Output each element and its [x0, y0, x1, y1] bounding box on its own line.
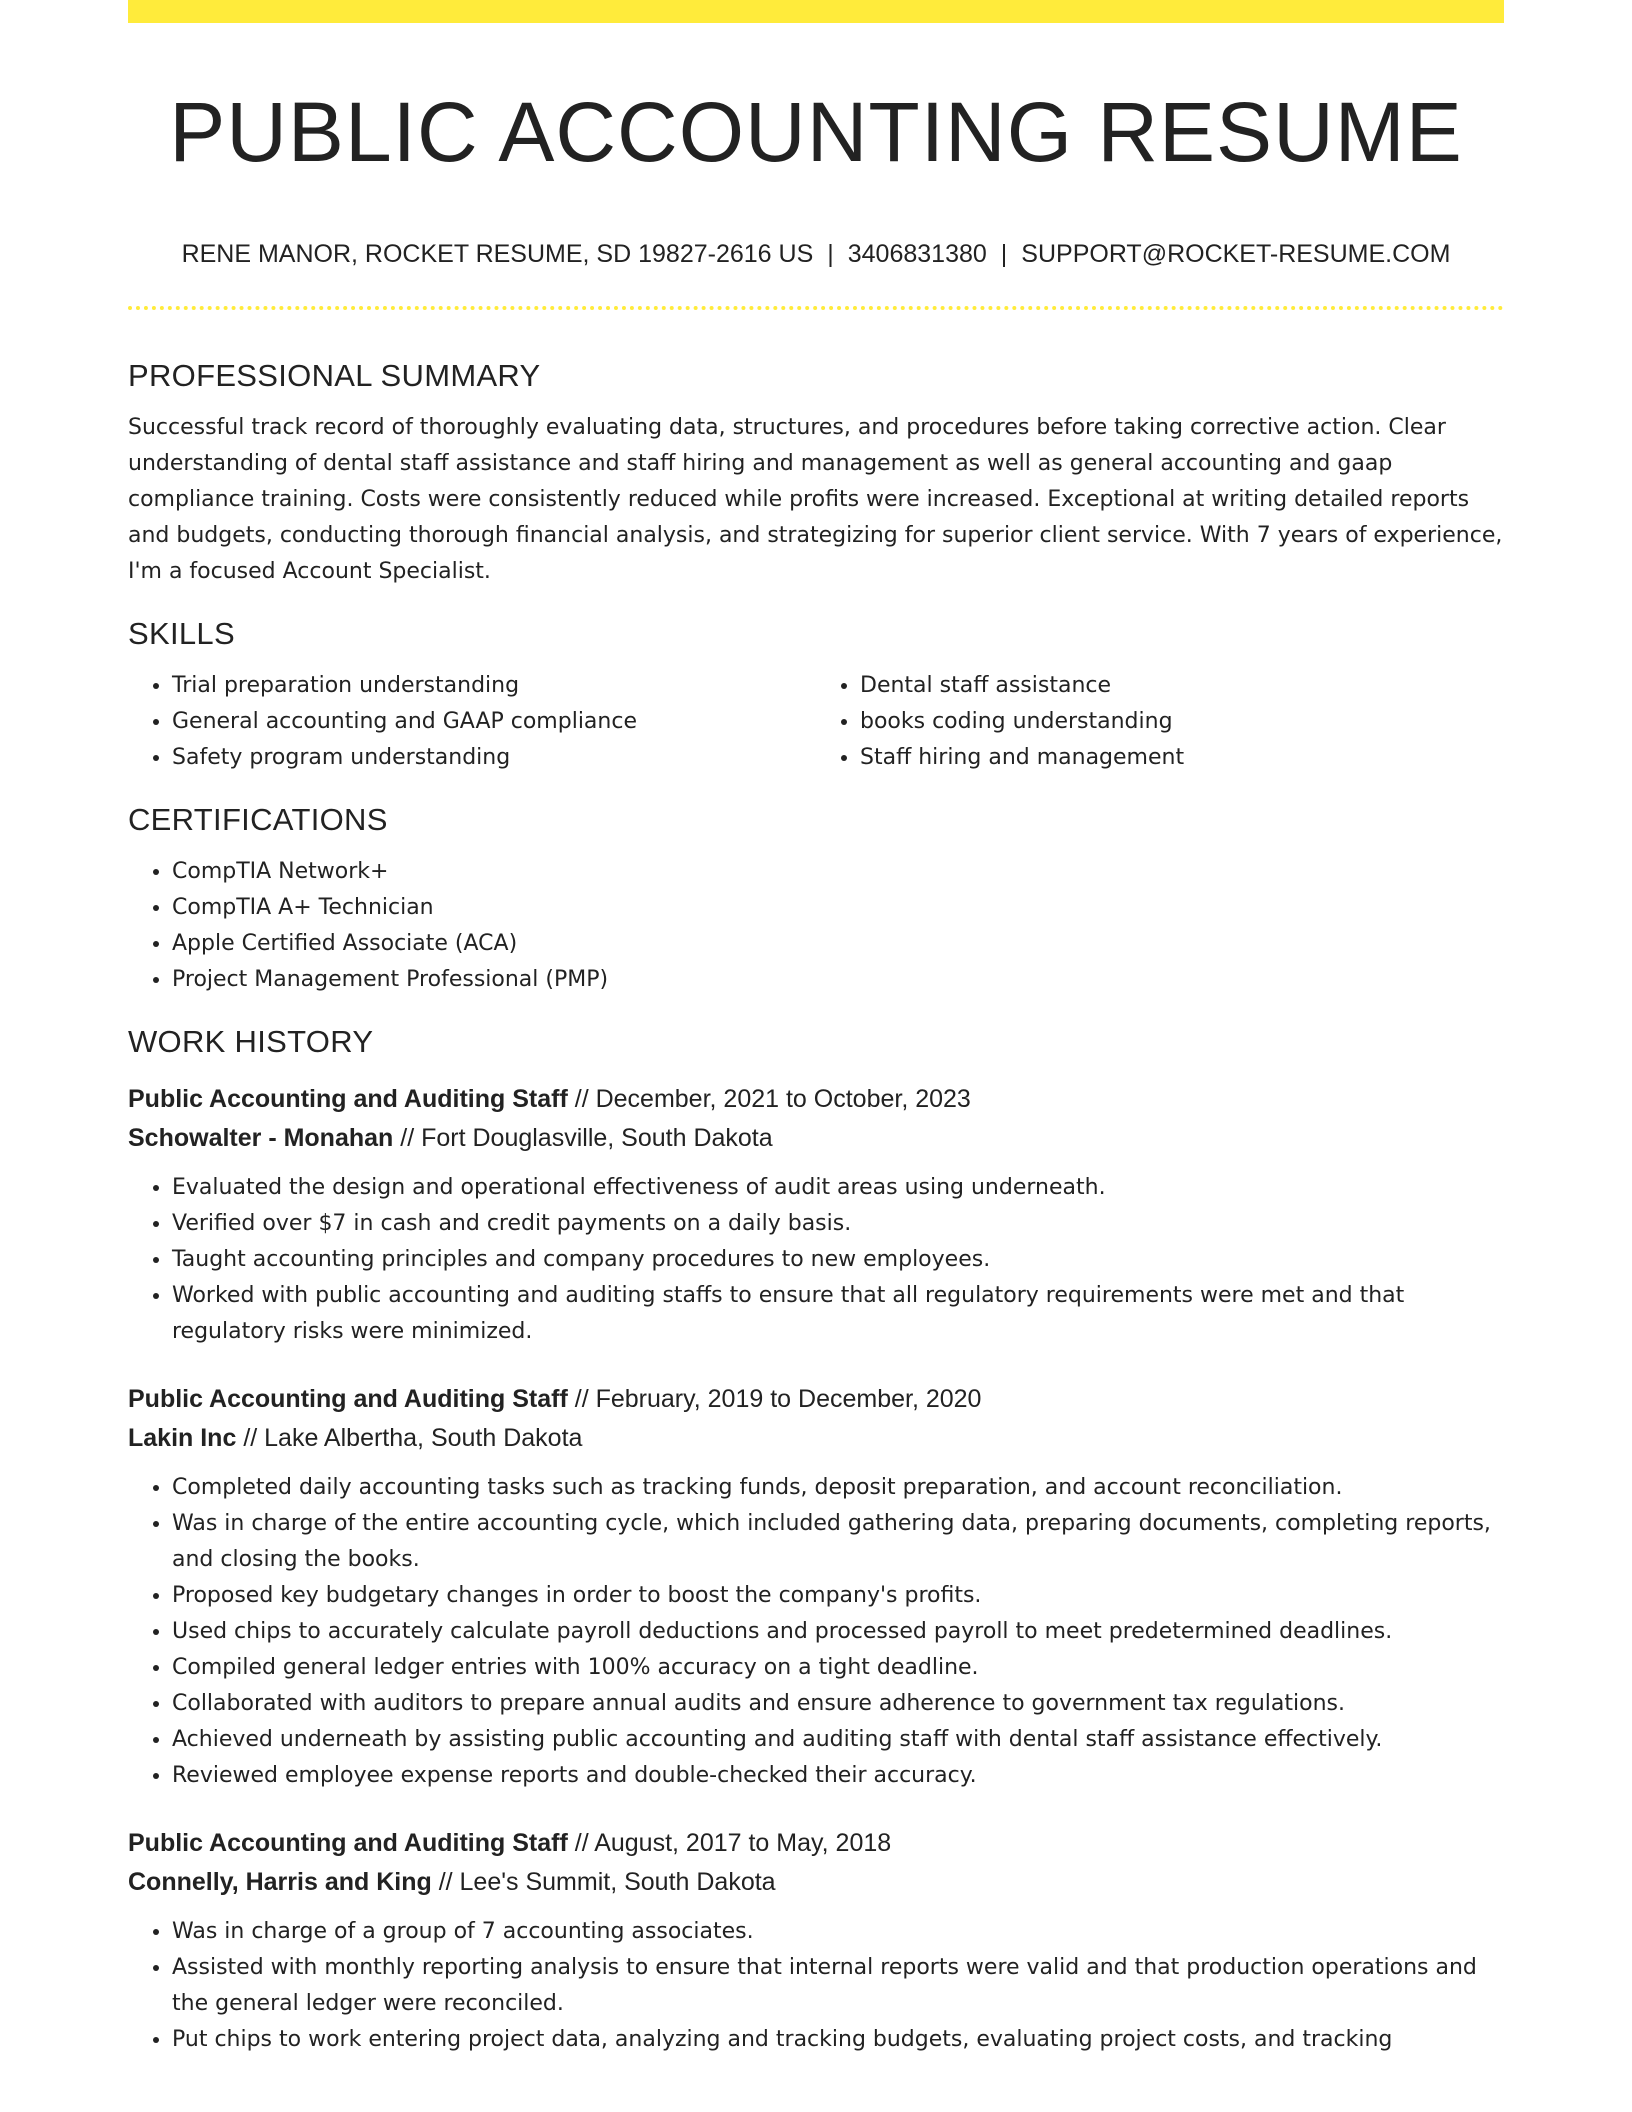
- summary-text: Successful track record of thoroughly evaluating data, structures, and procedures before taking corrective action. Clear understanding of dental staff assistance and staff hiring and management as well as general accounting and gaap compliance training. Costs were consistently reduced while profits were increased. Exceptional at writing detailed reports and budgets, conducting thorough financial analysis, and strategizing for superior client service. With 7 years of experience, I'm a focused Account Specialist.: [128, 415, 1503, 584]
- contact-line: [128, 234, 1504, 274]
- job-bullets: [128, 1170, 1504, 1350]
- job-title-line: [128, 1824, 1504, 1863]
- contact-separator: |: [1000, 240, 1008, 268]
- work-history-section: [128, 1020, 1504, 2058]
- contact-email: SUPPORT@ROCKET-RESUME.COM: [1021, 240, 1451, 268]
- resume-title: PUBLIC ACCOUNTING RESUME: [169, 85, 1463, 179]
- skills-right-list: [816, 668, 1504, 776]
- job-dates: // December, 2021 to October, 2023: [567, 1085, 971, 1113]
- certification-item: • Project Management Professional (PMP): [172, 962, 1504, 998]
- job-bullet: • Completed daily accounting tasks such as tracking funds, deposit preparation, and account reconciliation.: [172, 1470, 1504, 1506]
- header-divider: [128, 306, 1504, 310]
- contact-separator: |: [827, 240, 834, 268]
- job-title: Public Accounting and Auditing Staff: [128, 1085, 568, 1113]
- job-location: // Fort Douglasville, South Dakota: [393, 1124, 773, 1152]
- job-bullet: • Worked with public accounting and auditing staffs to ensure that all regulatory requirements were met and that regulatory risks were minimized.: [172, 1278, 1504, 1350]
- job-bullet: • Reviewed employee expense reports and double-checked their accuracy.: [172, 1758, 1504, 1794]
- job-company: Connelly, Harris and King: [128, 1868, 432, 1896]
- job-company: Lakin Inc: [128, 1424, 237, 1452]
- job-company-line: [128, 1863, 1504, 1902]
- job-bullet: • Proposed key budgetary changes in order to boost the company's profits.: [172, 1578, 1504, 1614]
- resume-body: [128, 354, 1504, 2088]
- job-bullet: • Was in charge of the entire accounting cycle, which included gathering data, preparing documents, completing reports, and closing the books.: [172, 1506, 1504, 1578]
- contact-address: RENE MANOR, ROCKET RESUME, SD 19827-2616 US: [181, 240, 814, 268]
- certification-item: • CompTIA A+ Technician: [172, 890, 1504, 926]
- job-bullet: • Achieved underneath by assisting public accounting and auditing staff with dental staff assistance effectively.: [172, 1722, 1504, 1758]
- job-bullet: • Verified over $7 in cash and credit payments on a daily basis.: [172, 1206, 1504, 1242]
- job-title-line: [128, 1080, 1504, 1119]
- certification-item: • CompTIA Network+: [172, 854, 1504, 890]
- job-company-line: [128, 1119, 1504, 1158]
- skill-item: • books coding understanding: [860, 704, 1504, 740]
- job-bullet: • Evaluated the design and operational effectiveness of audit areas using underneath.: [172, 1170, 1504, 1206]
- job-bullet: • Was in charge of a group of 7 accounting associates.: [172, 1914, 1504, 1950]
- job-bullet: • Collaborated with auditors to prepare annual audits and ensure adherence to government tax regulations.: [172, 1686, 1504, 1722]
- job-bullets: [128, 1470, 1504, 1794]
- skills-left-list: [128, 668, 816, 776]
- skill-item: • Trial preparation understanding: [172, 668, 816, 704]
- job-bullet: • Compiled general ledger entries with 100% accuracy on a tight deadline.: [172, 1650, 1504, 1686]
- job-title: Public Accounting and Auditing Staff: [128, 1829, 568, 1857]
- job-dates: // February, 2019 to December, 2020: [567, 1385, 982, 1413]
- certifications-list: [128, 854, 1504, 998]
- skills-heading: SKILLS: [128, 616, 235, 651]
- top-accent-bar: [128, 0, 1504, 23]
- skill-item: • General accounting and GAAP compliance: [172, 704, 816, 740]
- job-bullet: • Taught accounting principles and company procedures to new employees.: [172, 1242, 1504, 1278]
- job-bullet: • Put chips to work entering project data, analyzing and tracking budgets, evaluating project costs, and tracking: [172, 2022, 1504, 2058]
- job-company: Schowalter - Monahan: [128, 1124, 394, 1152]
- certifications-heading: CERTIFICATIONS: [128, 802, 388, 837]
- certification-item: • Apple Certified Associate (ACA): [172, 926, 1504, 962]
- skills-section: [128, 612, 1504, 776]
- job-entry: [128, 1080, 1504, 1350]
- job-bullet: • Assisted with monthly reporting analysis to ensure that internal reports were valid and that production operations and the general ledger were reconciled.: [172, 1950, 1504, 2022]
- certifications-section: [128, 798, 1504, 998]
- skill-item: • Staff hiring and management: [860, 740, 1504, 776]
- contact-phone: 3406831380: [847, 240, 987, 268]
- job-dates: // August, 2017 to May, 2018: [567, 1829, 892, 1857]
- skill-item: • Safety program understanding: [172, 740, 816, 776]
- job-entry: [128, 1824, 1504, 2058]
- job-title-line: [128, 1380, 1504, 1419]
- job-location: // Lee's Summit, South Dakota: [431, 1868, 776, 1896]
- skill-item: • Dental staff assistance: [860, 668, 1504, 704]
- job-bullets: [128, 1914, 1504, 2058]
- job-entry: [128, 1380, 1504, 1794]
- summary-section: [128, 354, 1504, 590]
- job-company-line: [128, 1419, 1504, 1458]
- skills-columns: [128, 668, 1504, 776]
- job-title: Public Accounting and Auditing Staff: [128, 1385, 568, 1413]
- job-bullet: • Used chips to accurately calculate payroll deductions and processed payroll to meet predetermined deadlines.: [172, 1614, 1504, 1650]
- summary-heading: PROFESSIONAL SUMMARY: [128, 358, 541, 393]
- work-history-heading: WORK HISTORY: [128, 1024, 374, 1059]
- job-location: // Lake Albertha, South Dakota: [236, 1424, 583, 1452]
